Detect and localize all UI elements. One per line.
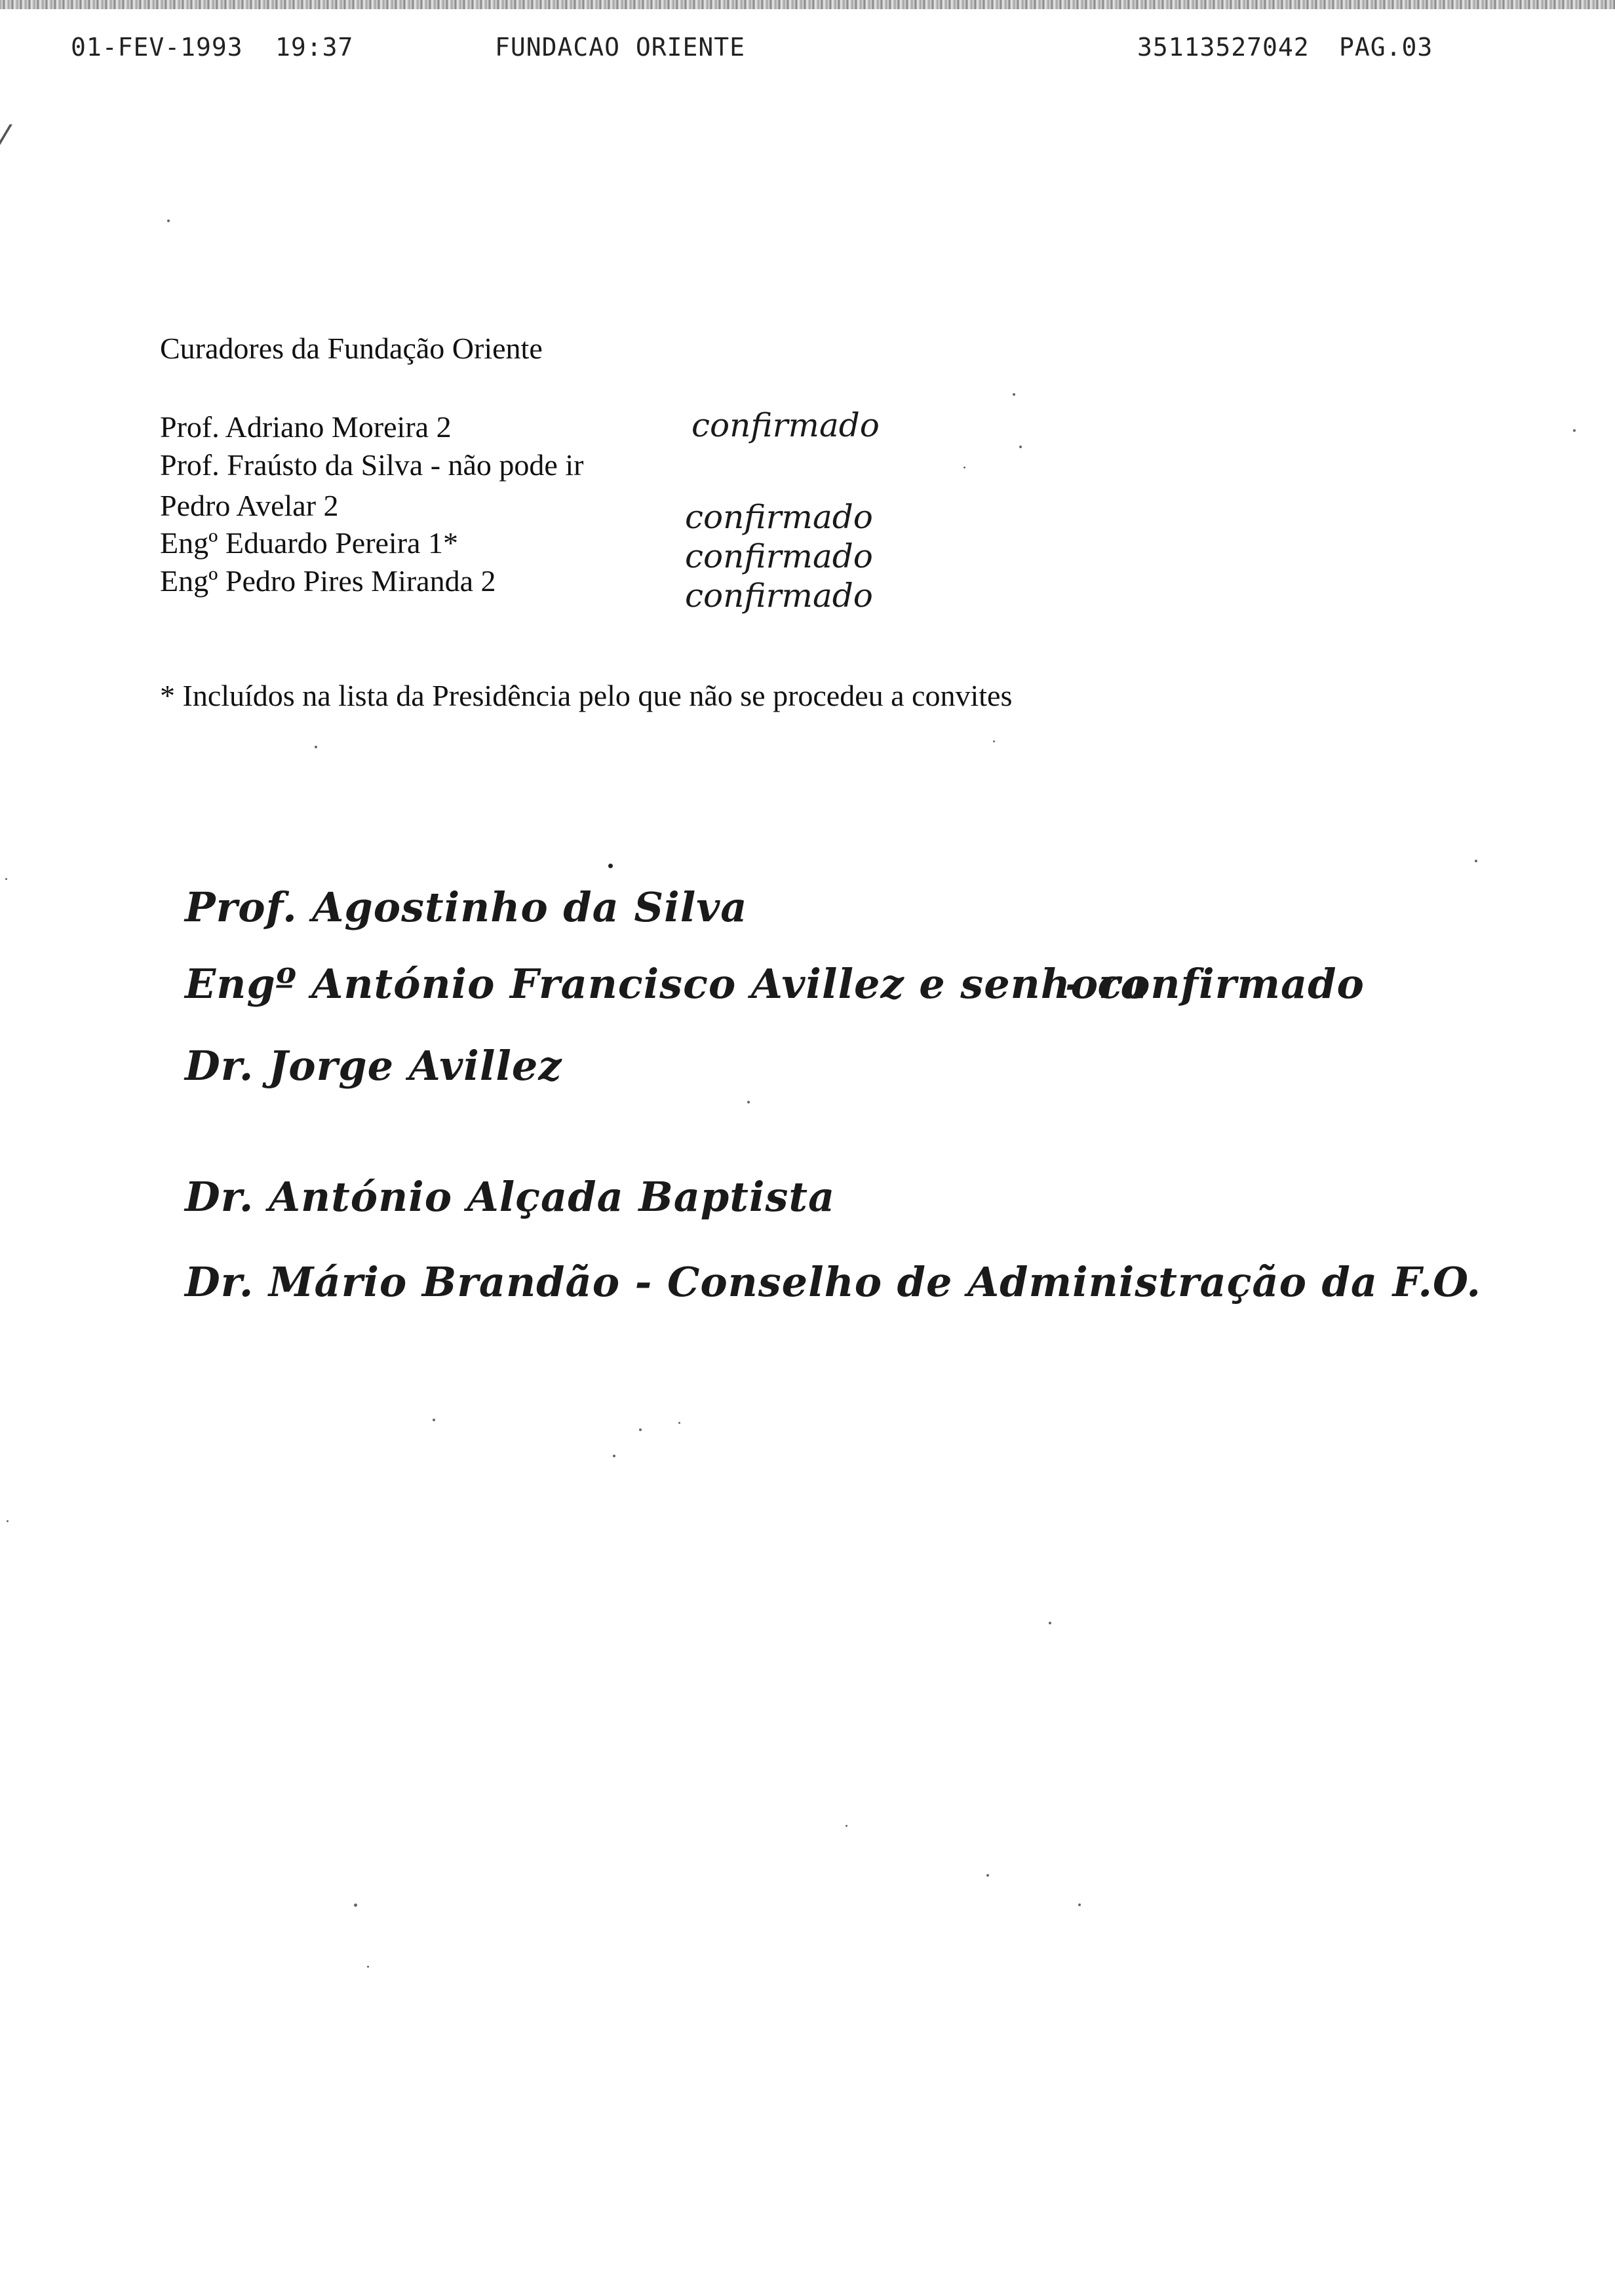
scan-speck xyxy=(1019,446,1022,448)
fax-page-number: PAG.03 xyxy=(1339,33,1433,62)
scan-speck xyxy=(639,1428,642,1431)
fax-sender: FUNDACAO ORIENTE xyxy=(495,33,746,62)
handwritten-line: Prof. Agostinho da Silva xyxy=(185,883,748,931)
scan-speck xyxy=(1049,1622,1051,1624)
fax-date: 01-FEV-1993 xyxy=(71,33,243,62)
scan-speck xyxy=(1475,860,1477,862)
fax-number: 35113527042 xyxy=(1137,33,1310,62)
stray-mark: ⁄ xyxy=(0,118,7,159)
scan-speck xyxy=(846,1825,847,1827)
scan-speck xyxy=(7,1520,9,1522)
curator-line: Pedro Avelar 2 xyxy=(160,489,339,522)
scan-speck xyxy=(747,1101,750,1103)
scan-speck xyxy=(354,1904,357,1907)
scan-speck xyxy=(678,1422,680,1424)
scan-speck xyxy=(963,467,965,469)
handwritten-line: Dr. António Alçada Baptista xyxy=(185,1173,836,1221)
scan-speck xyxy=(5,878,7,880)
curator-line: Prof. Adriano Moreira 2 xyxy=(160,410,452,444)
scan-speck xyxy=(1078,1904,1081,1906)
document-title: Curadores da Fundação Oriente xyxy=(160,332,543,365)
scan-speck xyxy=(986,1874,989,1877)
handwritten-confirmation: confirmado xyxy=(691,406,880,444)
handwritten-confirmation: confirmado xyxy=(685,537,873,575)
scan-speck xyxy=(315,746,317,748)
scan-speck xyxy=(433,1419,435,1421)
handwritten-line: Dr. Jorge Avillez xyxy=(185,1042,562,1090)
scan-speck xyxy=(1013,393,1015,396)
scan-speck xyxy=(993,740,995,742)
handwritten-line: Dr. Mário Brandão - Conselho de Administração da F.O. xyxy=(185,1258,1481,1306)
curator-line: Engº Eduardo Pereira 1* xyxy=(160,526,458,560)
scan-edge-noise xyxy=(0,0,1615,9)
handwritten-confirmation: confirmado xyxy=(685,577,873,615)
curator-line: Engº Pedro Pires Miranda 2 xyxy=(160,564,496,598)
curator-line: Prof. Fraústo da Silva - não pode ir xyxy=(160,448,584,482)
scan-speck xyxy=(167,220,170,222)
handwritten-line: Engº António Francisco Avillez e senhora xyxy=(185,960,1148,1008)
scan-speck xyxy=(1573,429,1576,432)
scan-speck xyxy=(613,1455,615,1457)
fax-time: 19:37 xyxy=(275,33,354,62)
footnote: * Incluídos na lista da Presidência pelo que não se procedeu a convites xyxy=(160,679,1013,712)
handwritten-confirmation: confirmado xyxy=(685,498,873,536)
scan-speck xyxy=(367,1966,369,1968)
scan-speck xyxy=(608,864,613,868)
handwritten-line: - confirmado xyxy=(1065,960,1365,1008)
